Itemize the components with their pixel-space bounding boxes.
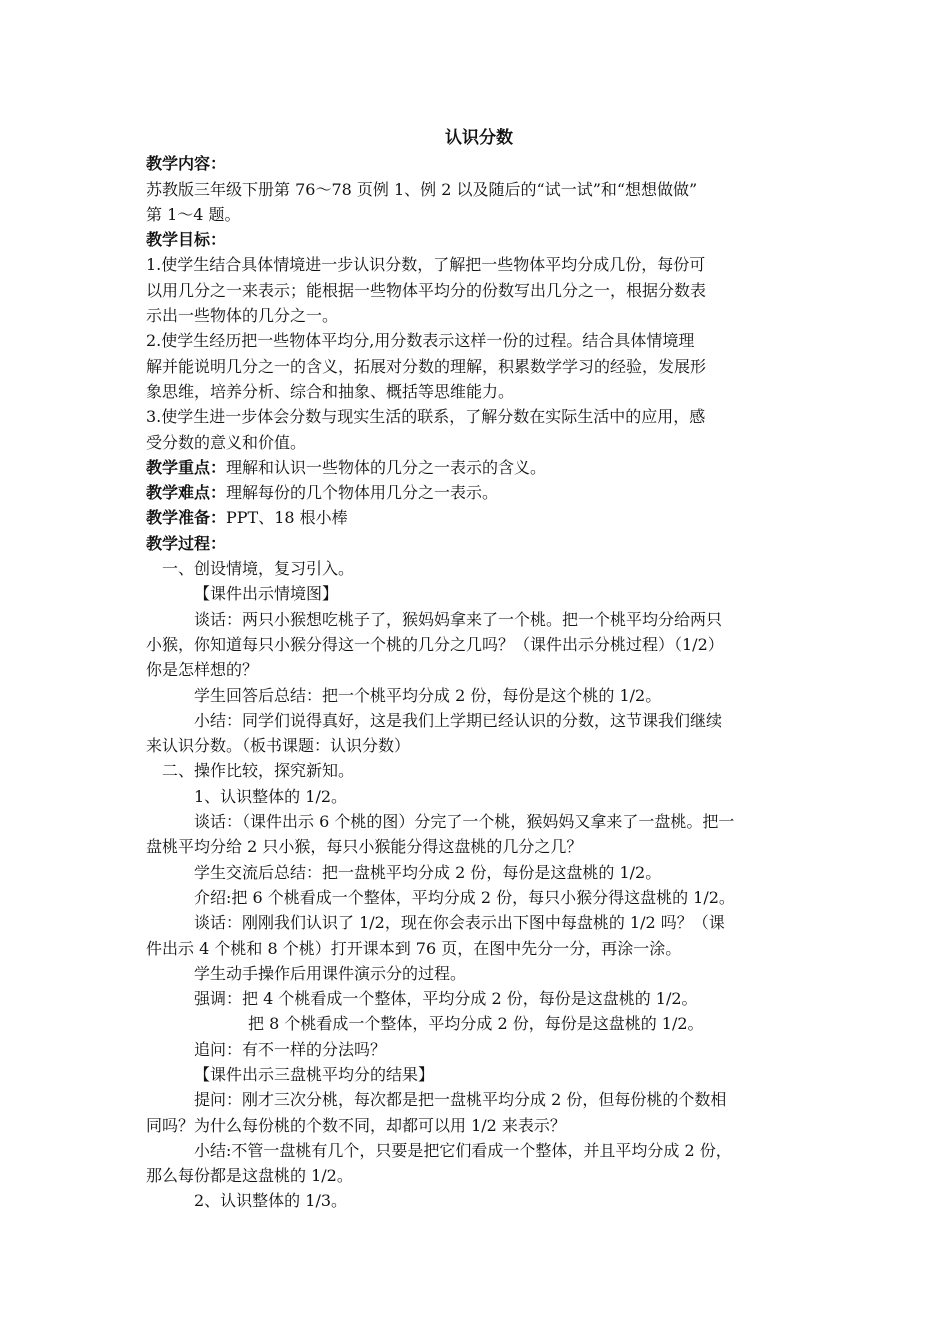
preparation-text: PPT、18 根小棒 [226,508,348,528]
difficulty-label: 教学难点： [146,483,227,503]
process-line: 件出示 4 个桃和 8 个桃）打开课本到 76 页，在图中先分一分，再涂一涂。 [146,938,682,958]
process-line: 追问：有不一样的分法吗？ [194,1039,387,1059]
key-point-label: 教学重点： [146,457,227,477]
process-line: 同吗？为什么每份桃的个数不同，却都可以用 1/2 来表示？ [146,1115,566,1135]
process-line: 谈话：（课件出示 6 个桃的图）分完了一个桃，猴妈妈又拿来了一盘桃。把一 [194,812,735,832]
process-line: 【课件出示三盘桃平均分的结果】 [194,1064,435,1084]
difficulty [146,480,812,505]
process-line: 谈话：两只小猴想吃桃子了，猴妈妈拿来了一个桃。把一个桃平均分给两只 [194,609,723,629]
content-line: 第 1～4 题。 [146,204,241,224]
process-line: 介绍:把 6 个桃看成一个整体，平均分成 2 份，每只小猴分得这盘桃的 1/2。 [194,887,735,907]
goal-line: 3.使学生进一步体会分数与现实生活的联系，了解分数在实际生活中的应用，感 [146,407,706,427]
process-line: 学生动手操作后用课件演示分的过程。 [194,963,467,983]
goals-heading: 教学目标： [146,230,227,250]
goal-line: 以用几分之一来表示；能根据一些物体平均分的份数写出几分之一，根据分数表 [146,280,707,300]
process-line: 谈话：刚刚我们认识了 1/2，现在你会表示出下图中每盘桃的 1/2 吗？（课 [194,913,725,933]
page-title: 认识分数 [445,128,513,148]
process-line: 把 8 个桃看成一个整体，平均分成 2 份，每份是这盘桃的 1/2。 [248,1014,704,1034]
goal-line: 示出一些物体的几分之一。 [146,306,339,326]
process-line: 小猴，你知道每只小猴分得这一个桃的几分之几吗？（课件出示分桃过程）（1/2） [146,634,724,654]
difficulty-text: 理解每份的几个物体用几分之一表示。 [226,483,499,503]
process-line: 学生回答后总结：把一个桃平均分成 2 份，每份是这个桃的 1/2。 [194,685,662,705]
process-line: 来认识分数。（板书课题：认识分数） [146,736,411,756]
process-line: 强调：把 4 个桃看成一个整体，平均分成 2 份，每份是这盘桃的 1/2。 [194,989,698,1009]
content-heading: 教学内容： [146,154,227,174]
process-line: 小结：同学们说得真好，这是我们上学期已经认识的分数，这节课我们继续 [194,710,723,730]
process-line: 学生交流后总结：把一盘桃平均分成 2 份，每份是这盘桃的 1/2。 [194,862,662,882]
goal-line: 解并能说明几分之一的含义，拓展对分数的理解，积累数学学习的经验，发展形 [146,356,707,376]
section-heading: 一、创设情境，复习引入。 [162,559,355,579]
process-line: 你是怎样想的？ [146,660,259,680]
process-line: 提问：刚才三次分桃，每次都是把一盘桃平均分成 2 份，但每份桃的个数相 [194,1090,727,1110]
goal-line: 象思维，培养分析、综合和抽象、概括等思维能力。 [146,381,515,401]
key-point [146,455,812,480]
preparation-label: 教学准备： [146,508,227,528]
process-line: 盘桃平均分给 2 只小猴，每只小猴能分得这盘桃的几分之几？ [146,837,583,857]
process-line: 2、认识整体的 1/3。 [194,1191,348,1211]
process-line: 【课件出示情境图】 [194,584,339,604]
key-point-text: 理解和认识一些物体的几分之一表示的含义。 [226,457,547,477]
content-line: 苏教版三年级下册第 76～78 页例 1、例 2 以及随后的“试一试”和“想想做做” [146,179,698,199]
section-heading: 二、操作比较，探究新知。 [162,761,355,781]
goal-line: 1.使学生结合具体情境进一步认识分数，了解把一些物体平均分成几份，每份可 [146,255,706,275]
process-line: 那么每份都是这盘桃的 1/2。 [146,1166,353,1186]
process-line: 1、认识整体的 1/2。 [194,786,348,806]
lesson-plan-page [146,126,812,1214]
process-line: 小结:不管一盘桃有几个，只要是把它们看成一个整体，并且平均分成 2 份， [194,1140,732,1160]
goal-line: 2.使学生经历把一些物体平均分,用分数表示这样一份的过程。结合具体情境理 [146,331,695,351]
preparation [146,505,812,530]
goal-line: 受分数的意义和价值。 [146,432,307,452]
process-heading: 教学过程： [146,533,227,553]
